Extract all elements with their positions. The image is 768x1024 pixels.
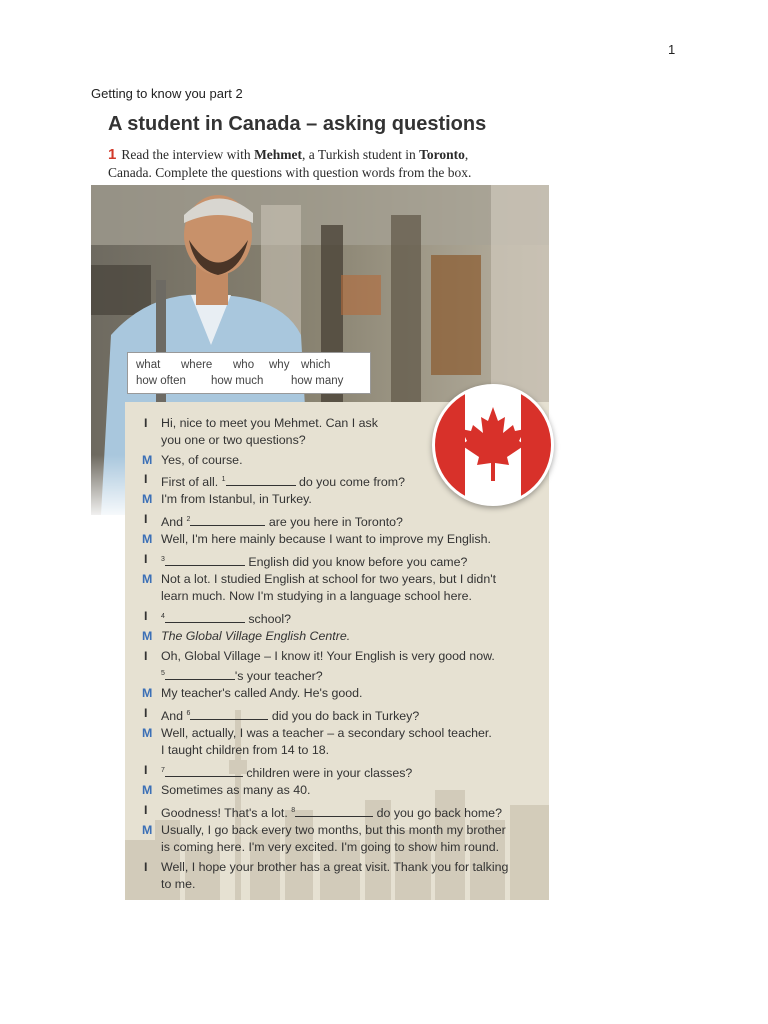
speaker-label: M (142, 572, 153, 586)
dialogue-line (161, 512, 403, 530)
dialogue-text: Well, I hope your brother has a great visit. Thank you for talking (161, 860, 509, 874)
dialogue-text: And (161, 709, 187, 724)
dialogue-line (161, 743, 329, 758)
speaker-label: M (142, 453, 153, 467)
dialogue-text: I taught children from 14 to 18. (161, 743, 330, 757)
gap-number: 6 (186, 710, 191, 717)
dialogue-line (161, 629, 350, 644)
dialogue-line (161, 823, 506, 838)
speaker-label: I (144, 472, 148, 486)
word: where (181, 359, 213, 371)
dialogue-text: Sometimes as many as 40. (161, 783, 311, 797)
speaker-label: M (142, 686, 153, 700)
dialogue-text: learn much. Now I'm studying in a language school here. (161, 589, 472, 603)
speaker-label: I (144, 763, 148, 777)
dialogue-line (161, 803, 502, 821)
speaker-label: M (142, 629, 153, 643)
speaker-label: I (144, 609, 148, 623)
word-box-row-1 (136, 357, 370, 373)
dialogue-text: Yes, of course. (161, 453, 243, 467)
dialogue-line (161, 433, 306, 448)
dialogue-text: First of all. (161, 475, 222, 490)
dialogue-text: English did you know before you came? (244, 555, 468, 570)
dialogue-text: I'm from Istanbul, in Turkey. (161, 492, 312, 506)
dialogue-line (161, 840, 499, 855)
gap-number: 8 (291, 807, 296, 814)
instruction-part-1: Read the interview with (121, 147, 255, 162)
answer-blank-2[interactable] (190, 515, 265, 526)
dialogue-text: do you come from? (295, 475, 406, 490)
dialogue-text: Not a lot. I studied English at school for two years, but I didn't (161, 572, 497, 586)
speaker-label: I (144, 552, 148, 566)
dialogue-text: Well, actually, I was a teacher – a secondary school teacher. (161, 726, 492, 740)
instruction-text (108, 146, 558, 182)
instruction-city: Toronto (419, 147, 465, 162)
instruction-part-2: , a Turkish student in (302, 147, 420, 162)
speaker-label: I (144, 512, 148, 526)
speaker-label: M (142, 783, 153, 797)
answer-blank-1[interactable] (226, 475, 296, 486)
answer-blank-8[interactable] (295, 806, 373, 817)
word: what (136, 359, 161, 371)
dialogue-line (161, 492, 312, 507)
speaker-label: M (142, 726, 153, 740)
dialogue-line (161, 666, 323, 684)
gap-number: 4 (161, 613, 165, 620)
document-title: Getting to know you part 2 (91, 86, 243, 101)
speaker-label: I (144, 860, 148, 874)
instruction-part-3: , (464, 147, 469, 162)
instruction-part-4: Canada. Complete the questions with question words from the box. (108, 165, 472, 180)
answer-blank-3[interactable] (165, 555, 245, 566)
dialogue-line (161, 783, 310, 798)
dialogue-text: do you go back home? (373, 806, 502, 821)
dialogue-line (161, 706, 419, 724)
dialogue-text: Well, I'm here mainly because I want to improve my English. (161, 532, 491, 546)
dialogue-text: My teacher's called Andy. He's good. (161, 686, 363, 700)
word: why (269, 359, 290, 371)
gap-number: 5 (161, 670, 165, 677)
answer-blank-6[interactable] (190, 709, 268, 720)
dialogue-text: did you do back in Turkey? (268, 709, 420, 724)
question-word-box (127, 352, 371, 394)
dialogue-line (161, 552, 467, 570)
dialogue-line (161, 416, 378, 431)
dialogue-text: Hi, nice to meet you Mehmet. Can I ask (161, 416, 378, 430)
answer-blank-7[interactable] (165, 766, 243, 777)
dialogue-text: 's your teacher? (234, 669, 323, 684)
speaker-label: M (142, 492, 153, 506)
dialogue-line (161, 609, 291, 627)
gap-number: 7 (161, 767, 165, 774)
instruction-name: Mehmet (254, 147, 303, 162)
speaker-label: M (142, 532, 153, 546)
gap-number: 3 (161, 556, 165, 563)
dialogue-text: is coming here. I'm very excited. I'm going to show him round. (161, 840, 500, 854)
word: how much (211, 375, 264, 387)
dialogue-text: Goodness! That's a lot. (161, 806, 292, 821)
dialogue-text: Usually, I go back every two months, but this month my brother (161, 823, 506, 837)
dialogue-text: you one or two questions? (161, 433, 306, 447)
gap-number: 2 (186, 516, 191, 523)
dialogue-text: children were in your classes? (242, 766, 413, 781)
gap-number: 1 (221, 476, 226, 483)
dialogue-line (161, 686, 362, 701)
dialogue-text: Oh, Global Village – I know it! Your English is very good now. (161, 649, 495, 663)
dialogue-text: to me. (161, 877, 196, 891)
dialogue-line (161, 726, 492, 741)
speaker-label: I (144, 416, 148, 430)
dialogue-text: are you here in Toronto? (265, 515, 403, 530)
word: who (233, 359, 255, 371)
exercise-number: 1 (108, 146, 117, 163)
word: which (301, 359, 331, 371)
answer-blank-5[interactable] (165, 669, 235, 680)
dialogue-line (161, 572, 496, 587)
dialogue-text: school? (244, 612, 292, 627)
dialogue-line (161, 532, 491, 547)
word-box-row-2 (136, 373, 370, 389)
canada-flag-badge (432, 384, 554, 506)
answer-blank-4[interactable] (165, 612, 245, 623)
dialogue-line (161, 472, 405, 490)
dialogue-text: The Global Village English Centre. (161, 629, 351, 643)
speaker-label: I (144, 706, 148, 720)
word: how often (136, 375, 186, 387)
speaker-label: I (144, 649, 148, 663)
dialogue-line (161, 763, 412, 781)
dialogue-line (161, 453, 243, 468)
word: how many (291, 375, 344, 387)
dialogue-line (161, 860, 508, 875)
dialogue-line (161, 589, 472, 604)
dialogue-text: And (161, 515, 187, 530)
dialogue-line (161, 877, 195, 892)
speaker-label: M (142, 823, 153, 837)
dialogue-line (161, 649, 495, 664)
page-number: 1 (668, 42, 676, 57)
speaker-label: I (144, 803, 148, 817)
exercise-heading: A student in Canada – asking questions (108, 113, 487, 135)
